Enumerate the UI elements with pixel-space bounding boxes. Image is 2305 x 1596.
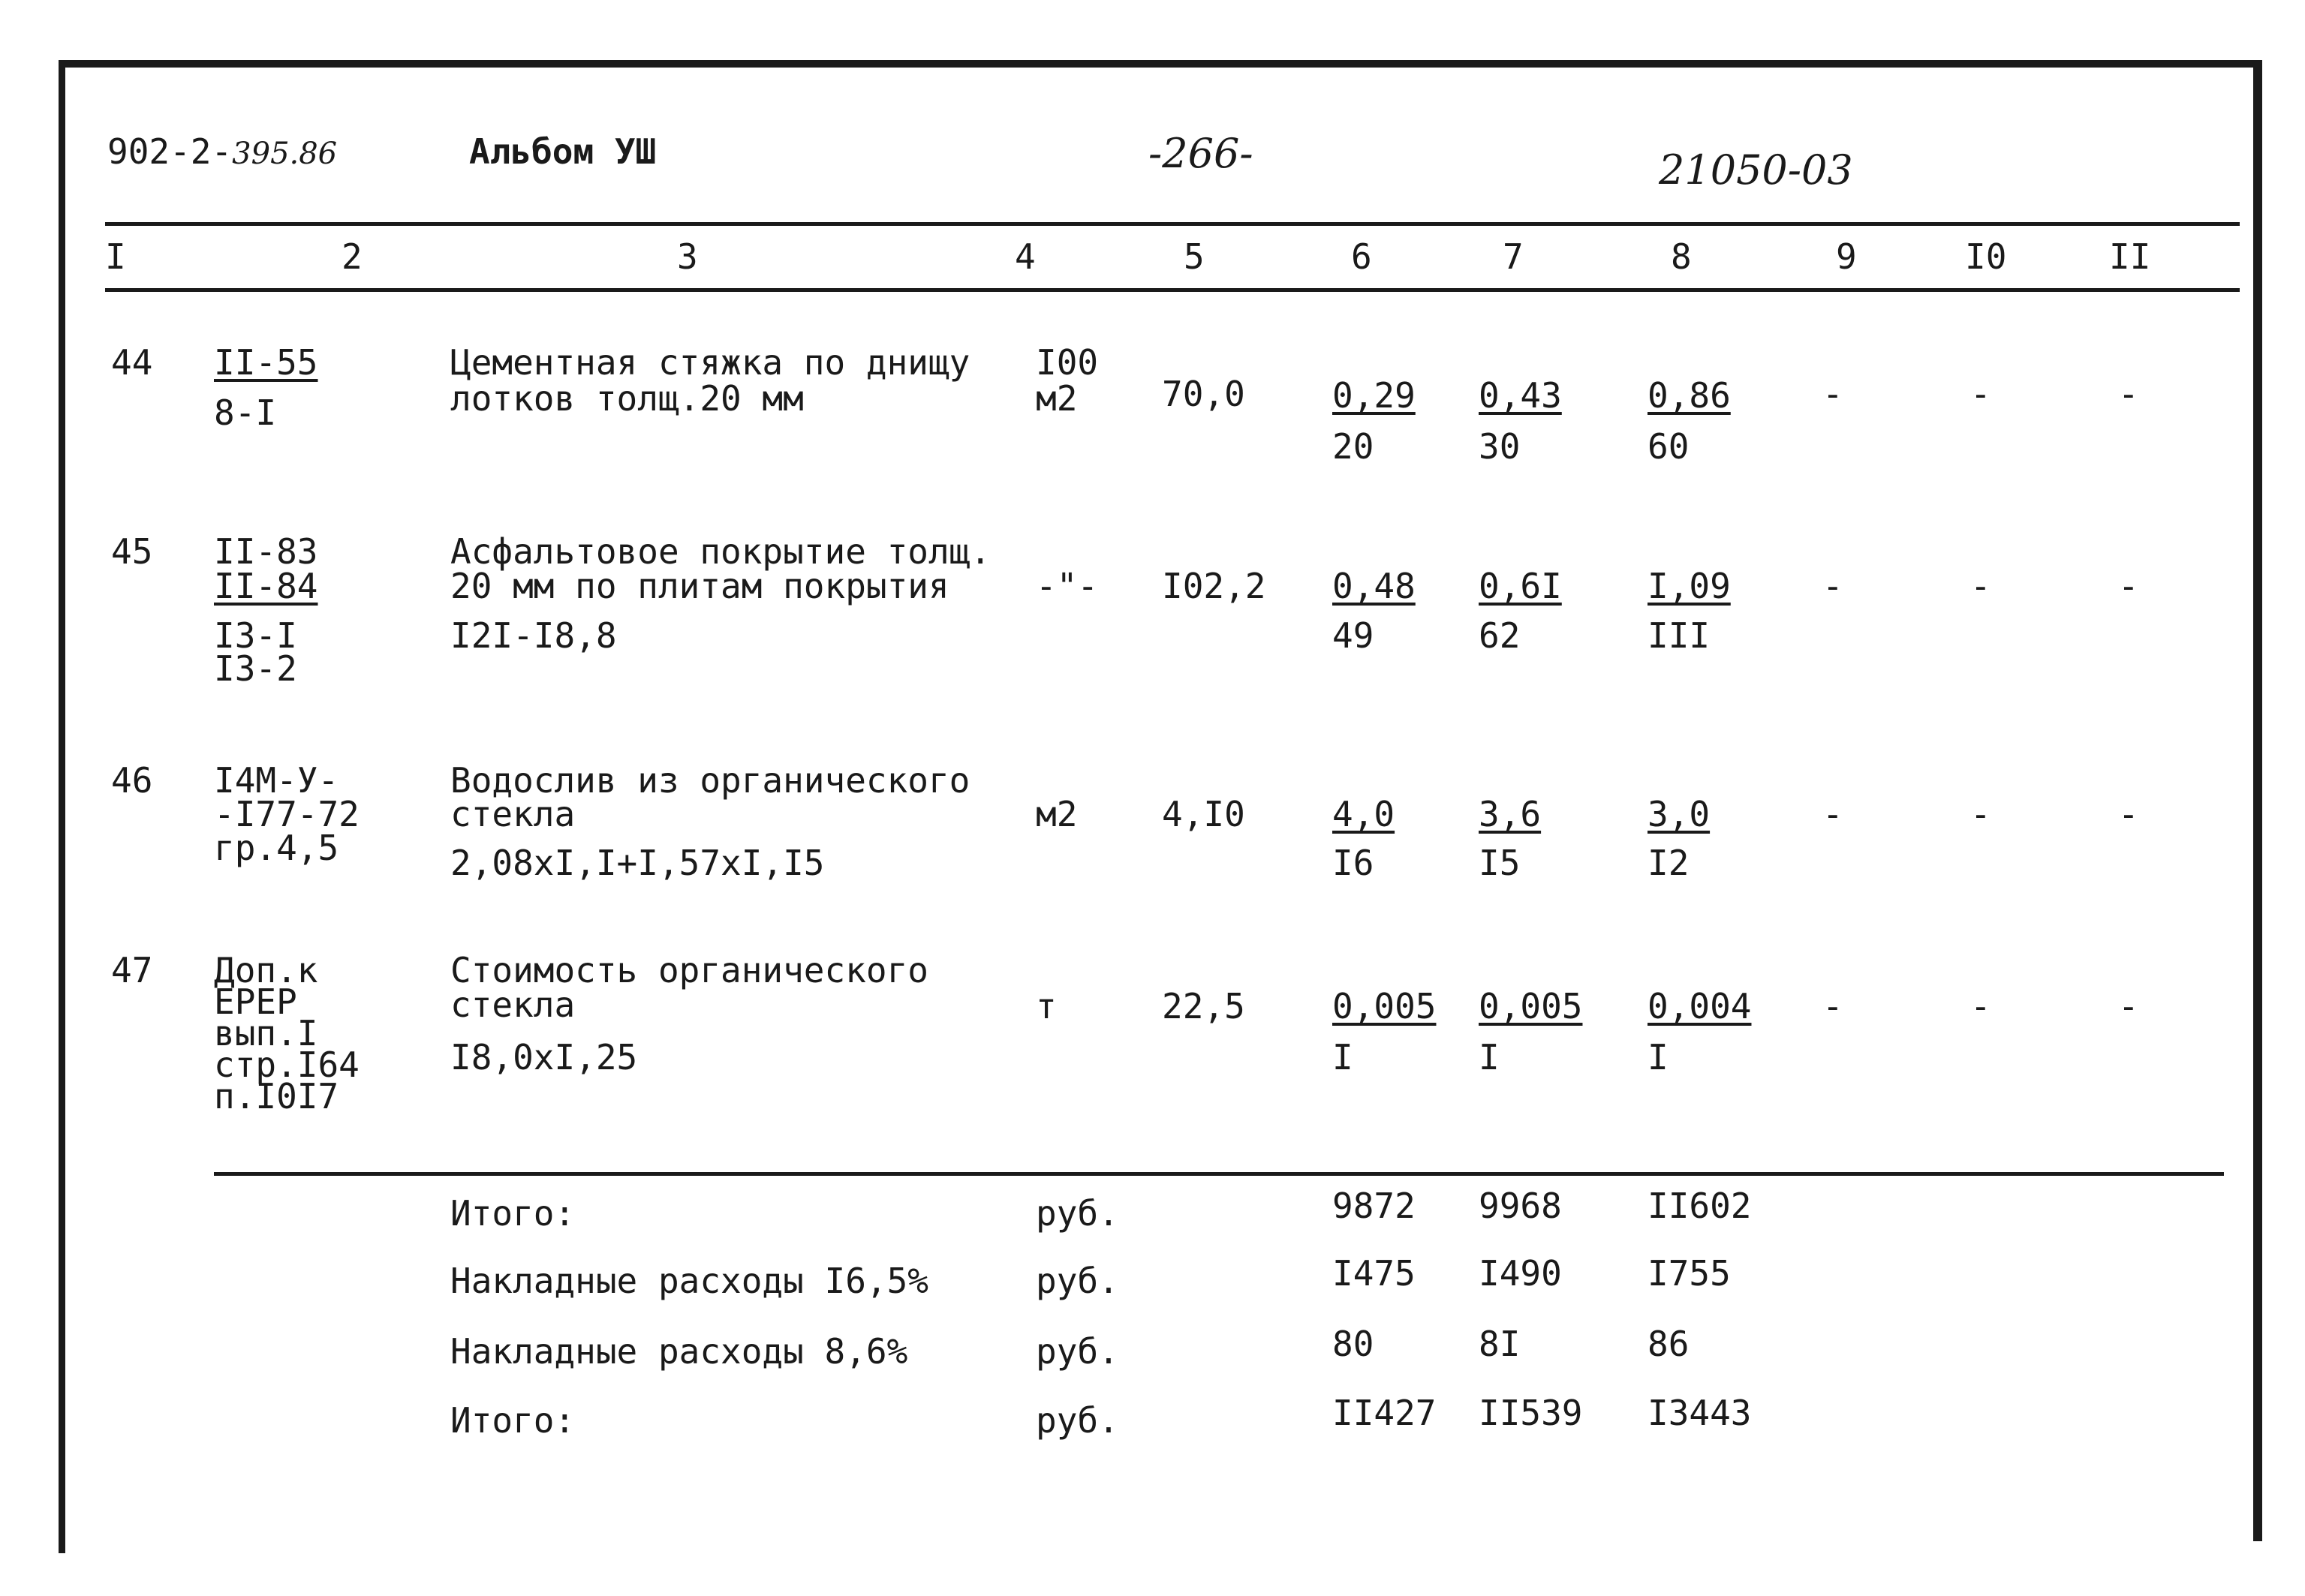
totals-col7: I490 xyxy=(1479,1253,1562,1294)
page-number: -266- xyxy=(1148,130,1253,177)
row-description: стекла xyxy=(450,794,576,834)
totals-unit: руб. xyxy=(1036,1261,1119,1301)
totals-unit: руб. xyxy=(1036,1331,1119,1372)
row-col6-amount: 20 xyxy=(1332,426,1374,467)
column-header: 9 xyxy=(1836,236,1857,277)
frame-left-border xyxy=(59,60,65,1553)
row-quantity: I02,2 xyxy=(1162,566,1266,606)
row-reference: -I77-72 xyxy=(214,794,360,834)
row-number: 46 xyxy=(111,760,153,801)
column-header: I0 xyxy=(1965,236,2007,277)
row-quantity: 70,0 xyxy=(1162,374,1245,414)
totals-col6: I475 xyxy=(1332,1253,1416,1294)
row-description: 20 мм по плитам покрытия xyxy=(450,566,949,606)
frame-right-border xyxy=(2253,63,2262,1541)
row-description: I2I-I8,8 xyxy=(450,615,617,656)
row-number: 45 xyxy=(111,531,153,572)
row-description: Стоимость органического xyxy=(450,950,928,990)
row-description: лотков толщ.20 мм xyxy=(450,378,804,419)
row-col10-dash: - xyxy=(1970,566,1991,606)
row-col9-dash: - xyxy=(1822,986,1843,1026)
row-reference: вып.I xyxy=(214,1013,318,1053)
totals-col8: II602 xyxy=(1648,1186,1752,1226)
row-col10-dash: - xyxy=(1970,986,1991,1026)
row-unit: м2 xyxy=(1036,378,1078,419)
column-header: 2 xyxy=(342,236,363,277)
row-unit: I00 xyxy=(1036,342,1099,383)
row-description: 2,08хI,I+I,57хI,I5 xyxy=(450,843,825,883)
row-reference: п.I0I7 xyxy=(214,1076,339,1117)
totals-col8: I755 xyxy=(1648,1253,1731,1294)
totals-label: Итого: xyxy=(450,1193,576,1234)
totals-col6: II427 xyxy=(1332,1393,1437,1433)
row-reference: II-55 xyxy=(214,342,318,383)
column-header: 6 xyxy=(1351,236,1372,277)
row-quantity: 4,I0 xyxy=(1162,794,1245,834)
row-col6-value: 0,005 xyxy=(1332,986,1437,1026)
row-unit: т xyxy=(1036,986,1057,1026)
row-description: Водослив из органического xyxy=(450,760,970,801)
row-number: 44 xyxy=(111,342,153,383)
row-col7-amount: 62 xyxy=(1479,615,1521,656)
row-reference: I3-I xyxy=(214,615,297,656)
album-label: Альбом УШ xyxy=(469,131,657,172)
row-unit: -"- xyxy=(1036,566,1099,606)
column-header: 7 xyxy=(1503,236,1524,277)
row-col6-amount: I6 xyxy=(1332,843,1374,883)
totals-col8: I3443 xyxy=(1648,1393,1752,1433)
totals-label: Итого: xyxy=(450,1400,576,1441)
totals-col7: 9968 xyxy=(1479,1186,1562,1226)
row-col10-dash: - xyxy=(1970,794,1991,834)
row-col9-dash: - xyxy=(1822,794,1843,834)
row-number: 47 xyxy=(111,950,153,990)
row-col7-amount: 30 xyxy=(1479,426,1521,467)
row-col8-amount: III xyxy=(1648,615,1711,656)
row-reference: ЕРЕР xyxy=(214,981,297,1022)
totals-col6: 9872 xyxy=(1332,1186,1416,1226)
totals-divider xyxy=(214,1172,2224,1176)
column-header: II xyxy=(2109,236,2151,277)
row-col6-value: 0,48 xyxy=(1332,566,1416,606)
row-col7-amount: I5 xyxy=(1479,843,1521,883)
column-header: I xyxy=(105,236,126,277)
row-col11-dash: - xyxy=(2118,374,2139,414)
row-col8-value: I,09 xyxy=(1648,566,1731,606)
row-col8-amount: 60 xyxy=(1648,426,1690,467)
row-col10-dash: - xyxy=(1970,374,1991,414)
row-col6-value: 4,0 xyxy=(1332,794,1395,834)
row-reference: I4М-У- xyxy=(214,760,339,801)
totals-col7: II539 xyxy=(1479,1393,1583,1433)
totals-label: Накладные расходы 8,6% xyxy=(450,1331,908,1372)
row-description: I8,0хI,25 xyxy=(450,1037,638,1078)
row-col8-value: 3,0 xyxy=(1648,794,1711,834)
totals-col8: 86 xyxy=(1648,1324,1690,1364)
row-reference: II-83 xyxy=(214,531,318,572)
column-header: 3 xyxy=(677,236,698,277)
row-col6-amount: 49 xyxy=(1332,615,1374,656)
row-description: Асфальтовое покрытие толщ. xyxy=(450,531,992,572)
row-description: Цементная стяжка по днищу xyxy=(450,342,970,383)
row-col7-value: 0,6I xyxy=(1479,566,1562,606)
row-reference: Доп.к xyxy=(214,950,318,990)
totals-col6: 80 xyxy=(1332,1324,1374,1364)
document-code: 902-2-395.86 xyxy=(107,131,338,172)
row-quantity: 22,5 xyxy=(1162,986,1245,1026)
row-col7-value: 0,43 xyxy=(1479,375,1562,416)
row-reference: гр.4,5 xyxy=(214,828,339,868)
row-col11-dash: - xyxy=(2118,986,2139,1026)
document-number: 21050-03 xyxy=(1659,146,1853,194)
row-col8-amount: I2 xyxy=(1648,843,1690,883)
row-col8-amount: I xyxy=(1648,1037,1669,1078)
column-header: 4 xyxy=(1015,236,1036,277)
row-col9-dash: - xyxy=(1822,566,1843,606)
row-col8-value: 0,86 xyxy=(1648,375,1731,416)
row-col11-dash: - xyxy=(2118,794,2139,834)
column-header: 8 xyxy=(1671,236,1692,277)
row-col11-dash: - xyxy=(2118,566,2139,606)
row-col8-value: 0,004 xyxy=(1648,986,1752,1026)
totals-col7: 8I xyxy=(1479,1324,1521,1364)
row-col6-value: 0,29 xyxy=(1332,375,1416,416)
row-col7-amount: I xyxy=(1479,1037,1500,1078)
column-header: 5 xyxy=(1184,236,1205,277)
row-col6-amount: I xyxy=(1332,1037,1353,1078)
row-description: стекла xyxy=(450,984,576,1025)
frame-top-border xyxy=(59,60,2262,68)
row-reference: 8-I xyxy=(214,392,277,433)
header-bottom-rule xyxy=(105,288,2240,292)
row-reference: I3-2 xyxy=(214,648,297,689)
row-col7-value: 3,6 xyxy=(1479,794,1542,834)
row-col7-value: 0,005 xyxy=(1479,986,1583,1026)
row-reference: II-84 xyxy=(214,566,318,606)
header-top-rule xyxy=(105,222,2240,226)
row-unit: м2 xyxy=(1036,794,1078,834)
totals-unit: руб. xyxy=(1036,1193,1119,1234)
totals-unit: руб. xyxy=(1036,1400,1119,1441)
row-reference: стр.I64 xyxy=(214,1044,360,1085)
row-col9-dash: - xyxy=(1822,374,1843,414)
totals-label: Накладные расходы I6,5% xyxy=(450,1261,928,1301)
